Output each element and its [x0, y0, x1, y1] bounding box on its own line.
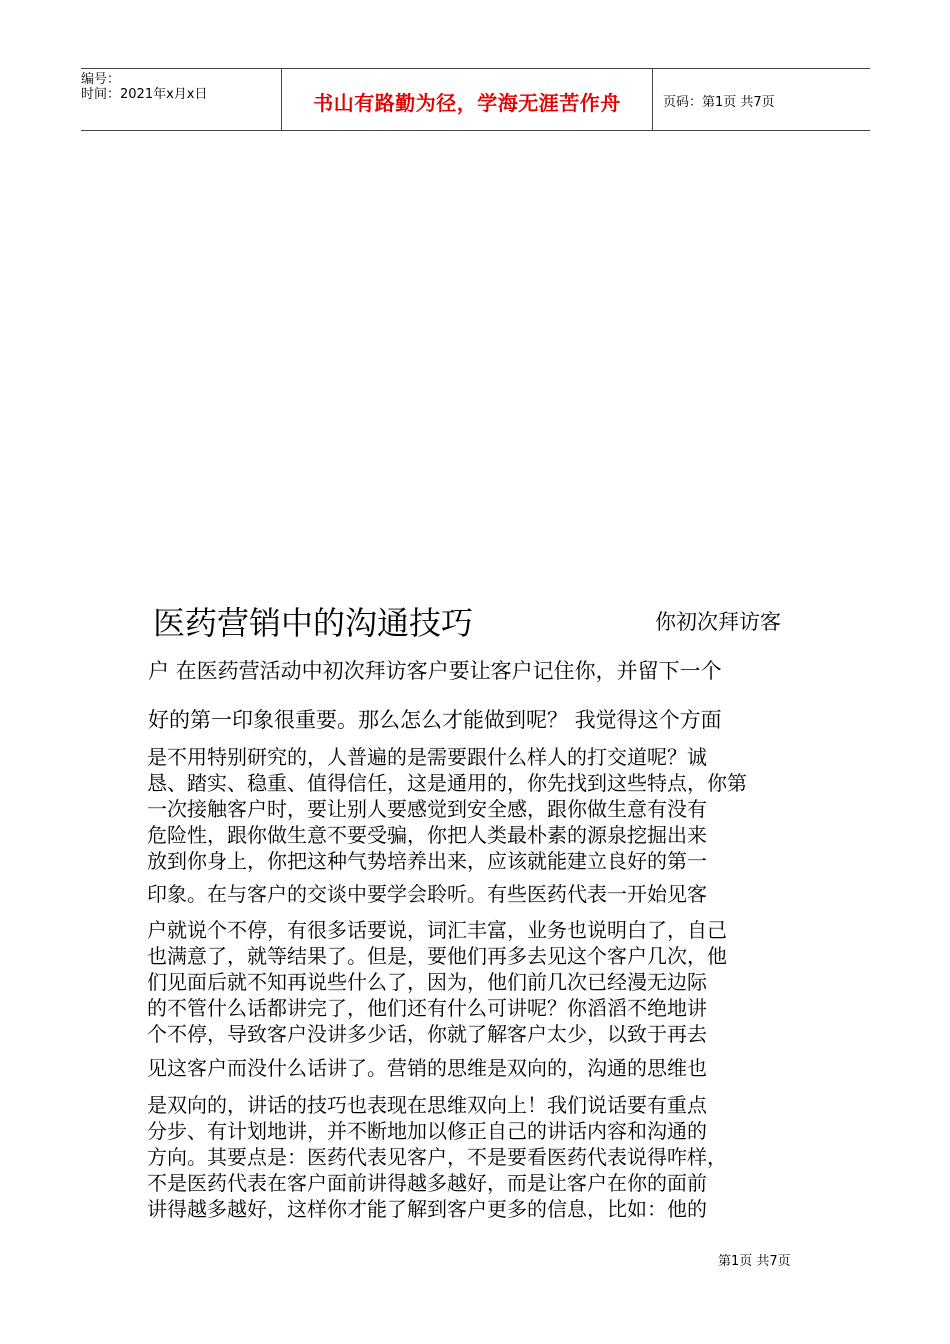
date-label: 时间：2021年x月x日: [81, 87, 208, 102]
body-line: 印象。在与客户的交谈中要学会聆听。有些医药代表一开始见客: [147, 882, 707, 906]
body-line: 讲得越多越好，这样你才能了解到客户更多的信息，比如：他的: [147, 1197, 707, 1221]
body-line: 见这客户而没什么话讲了。营销的思维是双向的，沟通的思维也: [147, 1056, 707, 1080]
body-line: 们见面后就不知再说些什么了，因为，他们前几次已经漫无边际: [147, 970, 707, 994]
body-line: 户 在医药营活动中初次拜访客户要让客户记住你，并留下一个: [148, 659, 722, 683]
body-line: 分步、有计划地讲，并不断地加以修正自己的讲话内容和沟通的: [147, 1119, 707, 1143]
body-line: 不是医药代表在客户面前讲得越多越好，而是让客户在你的面前: [147, 1171, 707, 1195]
document-title: 医药营销中的沟通技巧: [153, 604, 474, 642]
body-line: 危险性，跟你做生意不要受骗，你把人类最朴素的源泉挖掘出来: [147, 823, 707, 847]
body-line: 方向。其要点是：医药代表见客户，不是要看医药代表说得咋样，: [147, 1145, 727, 1169]
body-line: 个不停，导致客户没讲多少话，你就了解客户太少，以致于再去: [147, 1022, 707, 1046]
body-line: 的不管什么话都讲完了，他们还有什么可讲呢？你滔滔不绝地讲: [147, 996, 707, 1020]
header-page-info: 页码：第1页 共7页: [663, 95, 775, 110]
body-line: 恳、踏实、稳重、值得信任，这是通用的，你先找到这些特点，你第: [147, 771, 747, 795]
body-line: 好的第一印象很重要。那么怎么才能做到呢？ 我觉得这个方面: [148, 708, 722, 732]
body-line: 放到你身上，你把这种气势培养出来，应该就能建立良好的第一: [147, 849, 707, 873]
body-line: 户就说个不停，有很多话要说，词汇丰富，业务也说明白了，自己: [147, 918, 727, 942]
body-line: 也满意了，就等结果了。但是，要他们再多去见这个客户几次，他: [147, 944, 727, 968]
body-line: 是双向的，讲话的技巧也表现在思维双向上！我们说话要有重点: [147, 1093, 707, 1117]
page-footer: 第1页 共7页: [718, 1254, 791, 1269]
body-line: 是不用特别研究的，人普遍的是需要跟什么样人的打交道呢？诚: [147, 745, 707, 769]
number-label: 编号：: [81, 72, 121, 87]
body-line: 你初次拜访客: [655, 610, 781, 634]
motto-text: 书山有路勤为径，学海无涯苦作舟: [313, 91, 621, 115]
body-line: 一次接触客户时，要让别人要感觉到安全感，跟你做生意有没有: [147, 797, 707, 821]
